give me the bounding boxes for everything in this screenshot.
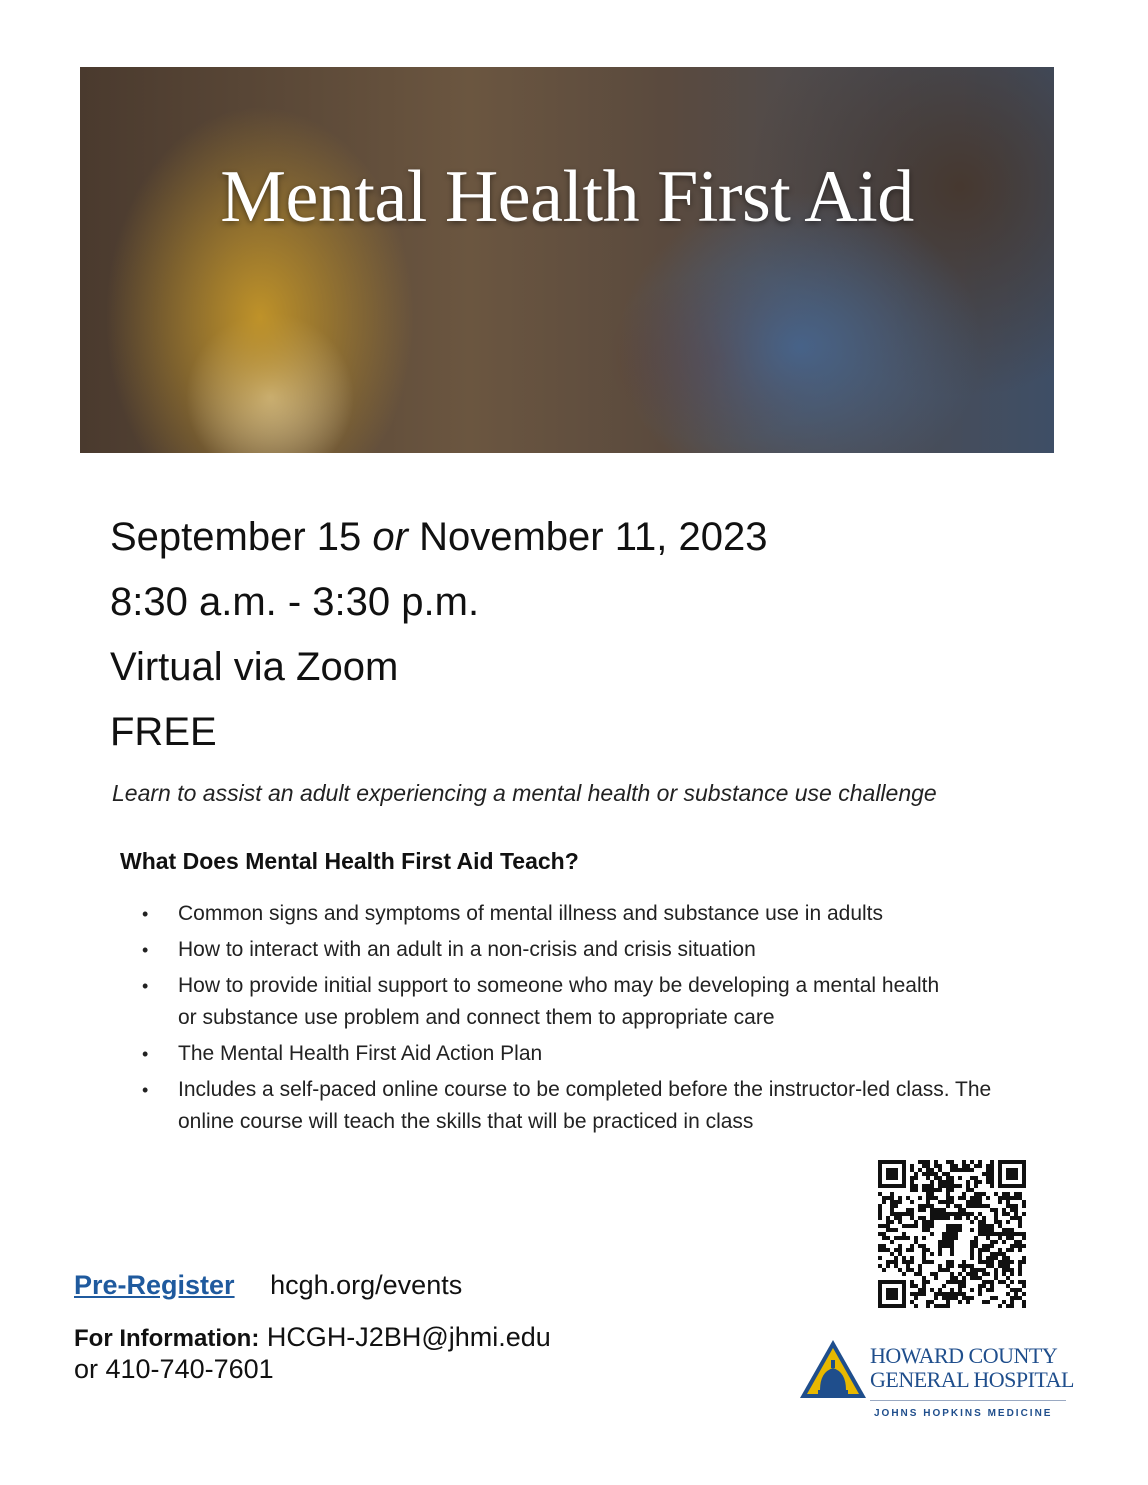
section-heading: What Does Mental Health First Aid Teach?: [120, 848, 579, 874]
list-item: • The Mental Health First Aid Action Plan: [140, 1038, 1020, 1070]
logo-subtitle: JOHNS HOPKINS MEDICINE: [874, 1408, 1053, 1419]
contact-email[interactable]: HCGH-J2BH@jhmi.edu: [259, 1322, 551, 1352]
contact-phone: or 410-740-7601: [74, 1354, 274, 1384]
list-item: • How to provide initial support to someone who may be developing a mental health or substance use problem and connect them to appropriate care: [140, 970, 1020, 1034]
logo-wordmark: HOWARD COUNTY GENERAL HOSPITAL: [870, 1343, 1074, 1392]
hero-title: Mental Health First Aid: [220, 156, 914, 238]
event-location: Virtual via Zoom: [110, 645, 399, 689]
logo-divider: [870, 1400, 1066, 1401]
hospital-logo: [798, 1338, 1078, 1438]
event-price: FREE: [110, 710, 217, 754]
register-url[interactable]: hcgh.org/events: [270, 1270, 463, 1300]
pre-register-link[interactable]: Pre-Register: [74, 1270, 235, 1300]
qr-code[interactable]: [878, 1160, 1026, 1308]
hero-image: [80, 67, 1054, 453]
contact-info: [74, 1322, 551, 1384]
dome-icon: [798, 1338, 868, 1402]
info-label: For Information:: [74, 1325, 260, 1352]
teach-list: [140, 898, 1020, 1142]
list-item: • How to interact with an adult in a non-crisis and crisis situation: [140, 934, 1020, 966]
register-row: [74, 1270, 462, 1301]
event-time: 8:30 a.m. - 3:30 p.m.: [110, 580, 480, 624]
list-item: • Common signs and symptoms of mental illness and substance use in adults: [140, 898, 1020, 930]
list-item: • Includes a self-paced online course to be completed before the instructor-led class. The online course will teach the skills that will be practiced in class: [140, 1074, 1020, 1138]
event-dates: September 15 or November 11, 2023: [110, 515, 768, 559]
event-details: [110, 505, 767, 765]
tagline: Learn to assist an adult experiencing a mental health or substance use challenge: [112, 780, 937, 806]
